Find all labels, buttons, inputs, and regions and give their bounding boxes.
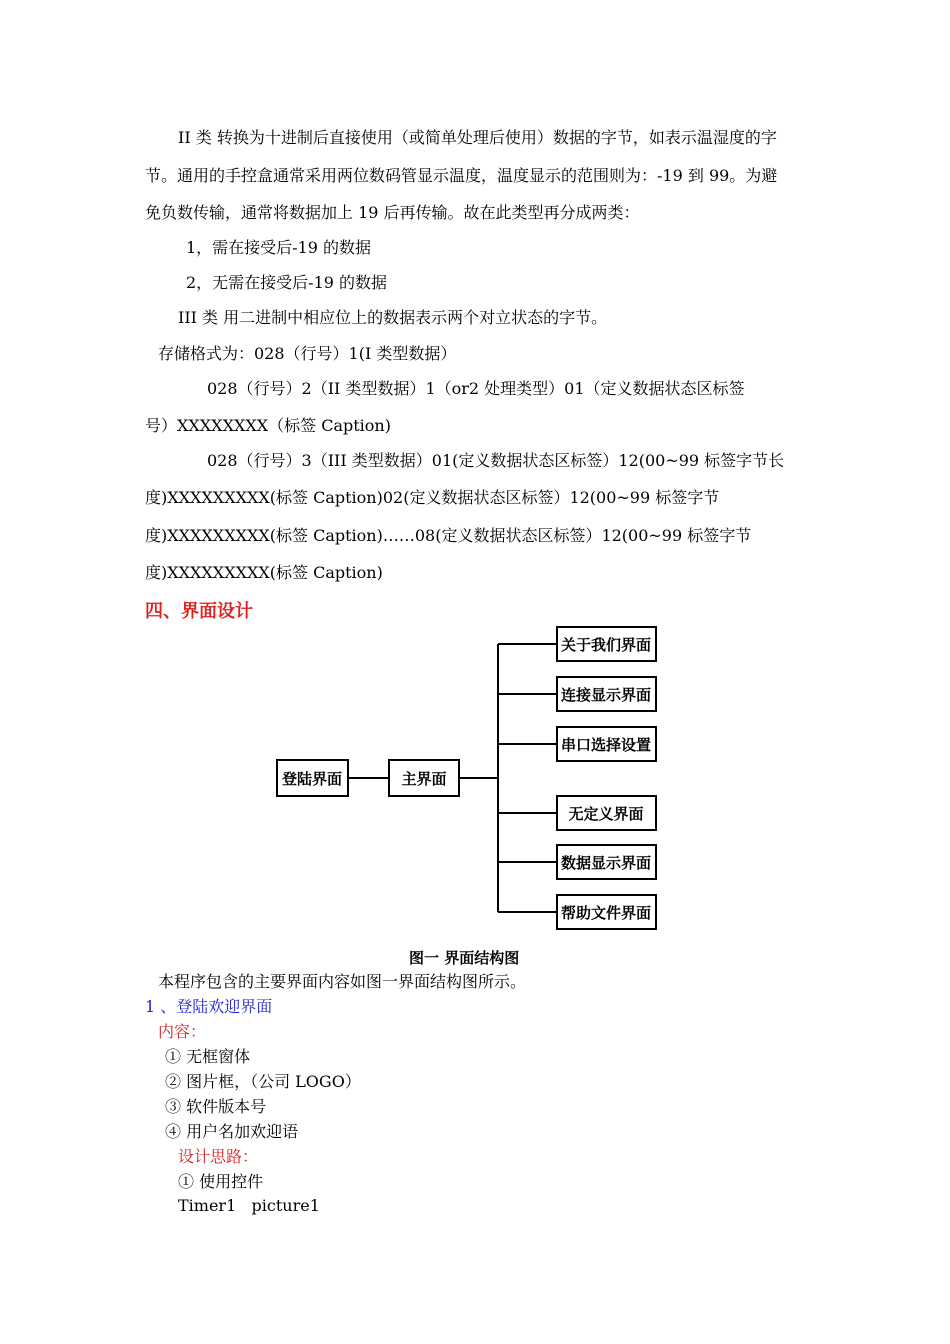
list-item: ② 图片框，（公司 LOGO） xyxy=(165,1072,361,1091)
child-label: 连接显示界面 xyxy=(560,686,652,704)
controls-text: Timer1 picture1 xyxy=(178,1196,320,1215)
list-item: 2，无需在接受后-19 的数据 xyxy=(186,273,388,292)
paragraph-line: 号）XXXXXXXX（标签 Caption) xyxy=(145,416,391,435)
child-label: 关于我们界面 xyxy=(560,636,652,654)
content-label: 内容： xyxy=(158,1022,207,1041)
paragraph-line: II 类 转换为十进制后直接使用（或简单处理后使用）数据的字节，如表示温湿度的字 xyxy=(178,128,777,147)
list-item: 1，需在接受后-19 的数据 xyxy=(186,238,372,257)
login-label: 登陆界面 xyxy=(281,770,343,788)
paragraph-line: 度)XXXXXXXXX(标签 Caption) xyxy=(145,563,383,582)
paragraph-line: 028（行号）2（II 类型数据）1（or2 处理类型）01（定义数据状态区标签 xyxy=(207,379,745,398)
main-label: 主界面 xyxy=(401,770,447,788)
paragraph-line: 存储格式为：028（行号）1(I 类型数据） xyxy=(158,344,457,363)
list-item: ④ 用户名加欢迎语 xyxy=(165,1122,299,1141)
paragraph-line: 028（行号）3（III 类型数据）01(定义数据状态区标签）12(00~99 标签字节长 xyxy=(207,451,785,470)
figure-caption: 图一 界面结构图 xyxy=(409,949,520,967)
child-label: 帮助文件界面 xyxy=(560,904,652,922)
paragraph-line: 度)XXXXXXXXX(标签 Caption)……08(定义数据状态区标签）12(00~99 标签字节 xyxy=(145,526,752,545)
paragraph-line: 节。通用的手控盒通常采用两位数码管显示温度，温度显示的范围则为：-19 到 99。为避 xyxy=(145,166,778,185)
paragraph-line: 免负数传输，通常将数据加上 19 后再传输。故在此类型再分成两类： xyxy=(145,203,640,222)
subsection-heading: 1 、登陆欢迎界面 xyxy=(145,997,273,1016)
intro-text: 本程序包含的主要界面内容如图一界面结构图所示。 xyxy=(158,972,527,991)
paragraph-line: 度)XXXXXXXXX(标签 Caption)02(定义数据状态区标签）12(00~99 标签字节 xyxy=(145,488,720,507)
list-item: ③ 软件版本号 xyxy=(165,1097,267,1116)
section-heading: 四、界面设计 xyxy=(145,601,253,622)
list-item: ① 使用控件 xyxy=(178,1172,264,1191)
list-item: ① 无框窗体 xyxy=(165,1047,251,1066)
paragraph-line: III 类 用二进制中相应位上的数据表示两个对立状态的字节。 xyxy=(178,308,608,327)
child-label: 无定义界面 xyxy=(568,805,644,823)
child-label: 数据显示界面 xyxy=(560,854,652,872)
design-label: 设计思路： xyxy=(178,1147,259,1166)
child-label: 串口选择设置 xyxy=(560,736,652,754)
